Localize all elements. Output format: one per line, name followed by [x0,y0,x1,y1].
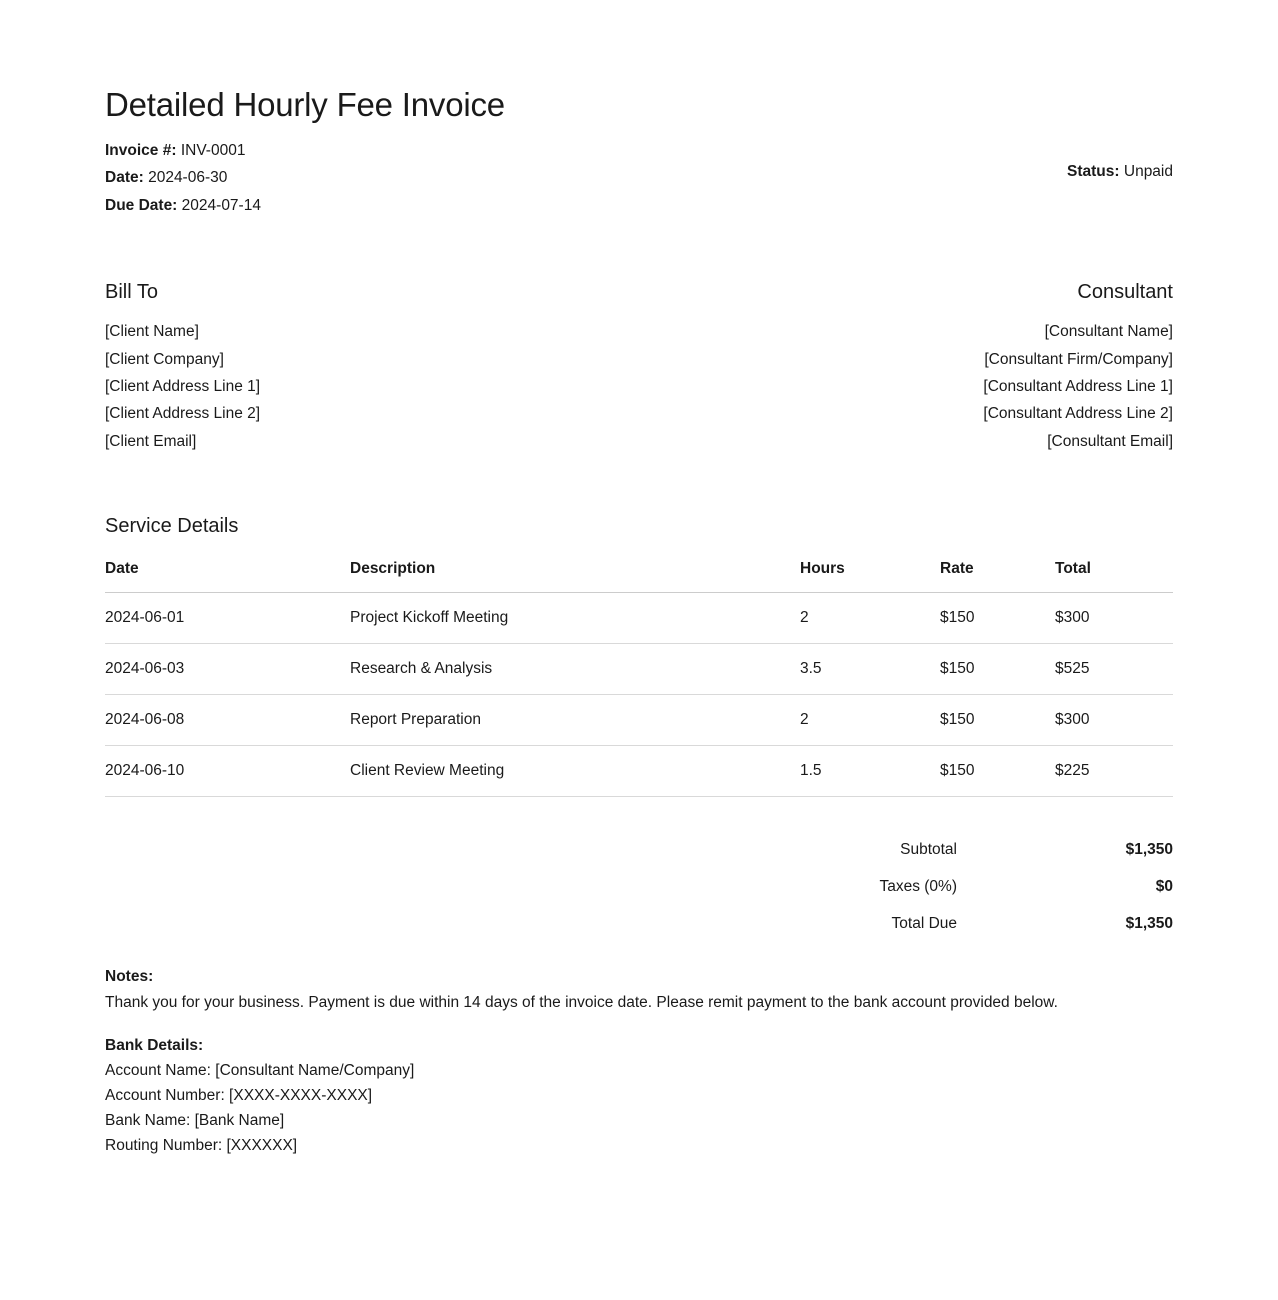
total-due-label: Total Due [891,915,957,933]
cell-description: Project Kickoff Meeting [350,593,800,644]
summary-row-total-due [105,915,1173,933]
bill-to-heading: Bill To [105,281,158,304]
bill-to-line: [Client Email] [105,432,197,450]
subtotal-label: Subtotal [900,841,957,859]
bank-details-line: Bank Name: [Bank Name] [105,1112,285,1130]
table-header-row [105,560,1173,593]
cell-rate: $150 [940,593,1055,644]
cell-hours: 2 [800,695,940,746]
consultant-line: [Consultant Address Line 2] [983,405,1173,423]
taxes-value: $0 [1155,878,1173,896]
taxes-label: Taxes (0%) [879,878,957,896]
status-label: Status: [1067,162,1120,180]
summary-row-subtotal [105,841,1173,859]
invoice-number-label: Invoice #: [105,141,177,159]
invoice-due-date-label: Due Date: [105,196,178,214]
invoice-number-line [105,140,261,162]
table-row [105,644,1173,695]
bank-details-title: Bank Details: [105,1037,204,1055]
invoice-due-date-value: 2024-07-14 [181,196,261,214]
status-badge: Unpaid [1123,162,1173,180]
service-details-heading: Service Details [105,515,239,538]
cell-rate: $150 [940,746,1055,797]
cell-date: 2024-06-03 [105,644,350,695]
summary-row-taxes [105,878,1173,896]
consultant-line: [Consultant Firm/Company] [984,350,1173,368]
cell-hours: 2 [800,593,940,644]
parties-section [105,280,1173,458]
invoice-date-label: Date: [105,169,144,187]
bill-to-block [105,280,596,458]
cell-date: 2024-06-08 [105,695,350,746]
cell-rate: $150 [940,644,1055,695]
bank-details-line: Routing Number: [XXXXXX] [105,1137,298,1155]
subtotal-value: $1,350 [1125,841,1173,859]
total-due-value: $1,350 [1125,915,1173,933]
cell-description: Client Review Meeting [350,746,800,797]
cell-description: Report Preparation [350,695,800,746]
bank-details-line: Account Number: [XXXX-XXXX-XXXX] [105,1087,373,1105]
bill-to-line: [Client Address Line 1] [105,378,261,396]
status-line [1067,161,1173,183]
cell-total: $225 [1055,746,1173,797]
table-body [105,593,1173,797]
service-details-table [105,560,1173,797]
page-title: Detailed Hourly Fee Invoice [105,86,505,123]
cell-date: 2024-06-01 [105,593,350,644]
table-row [105,695,1173,746]
column-header-rate: Rate [940,560,1055,593]
consultant-line: [Consultant Address Line 1] [983,378,1173,396]
notes-title: Notes: [105,968,154,986]
notes-block [105,966,1173,1014]
summary-block [105,841,1173,933]
table-row [105,593,1173,644]
consultant-line: [Consultant Name] [1044,323,1173,341]
invoice-date-line [105,167,261,189]
table-row [105,746,1173,797]
invoice-meta [105,140,1173,222]
cell-total: $300 [1055,593,1173,644]
bill-to-line: [Client Address Line 2] [105,405,261,423]
invoice-meta-left [105,140,261,222]
cell-hours: 1.5 [800,746,940,797]
cell-hours: 3.5 [800,644,940,695]
invoice-meta-right [1067,140,1173,188]
column-header-total: Total [1055,560,1173,593]
cell-description: Research & Analysis [350,644,800,695]
bank-details-block [105,1035,1173,1157]
cell-rate: $150 [940,695,1055,746]
table-header [105,560,1173,593]
cell-total: $525 [1055,644,1173,695]
column-header-hours: Hours [800,560,940,593]
bank-details-line: Account Name: [Consultant Name/Company] [105,1062,415,1080]
invoice-due-date-line [105,195,261,217]
column-header-date: Date [105,560,350,593]
cell-date: 2024-06-10 [105,746,350,797]
invoice-number-value: INV-0001 [180,141,246,159]
notes-text: Thank you for your business. Payment is due within 14 days of the invoice date. Please remit payment to the bank account provided below. [105,993,1058,1011]
consultant-block [682,280,1173,458]
bill-to-line: [Client Company] [105,350,224,368]
invoice-date-value: 2024-06-30 [148,169,228,187]
cell-total: $300 [1055,695,1173,746]
column-header-description: Description [350,560,800,593]
consultant-heading: Consultant [1077,281,1173,304]
bill-to-line: [Client Name] [105,323,199,341]
consultant-line: [Consultant Email] [1047,432,1173,450]
